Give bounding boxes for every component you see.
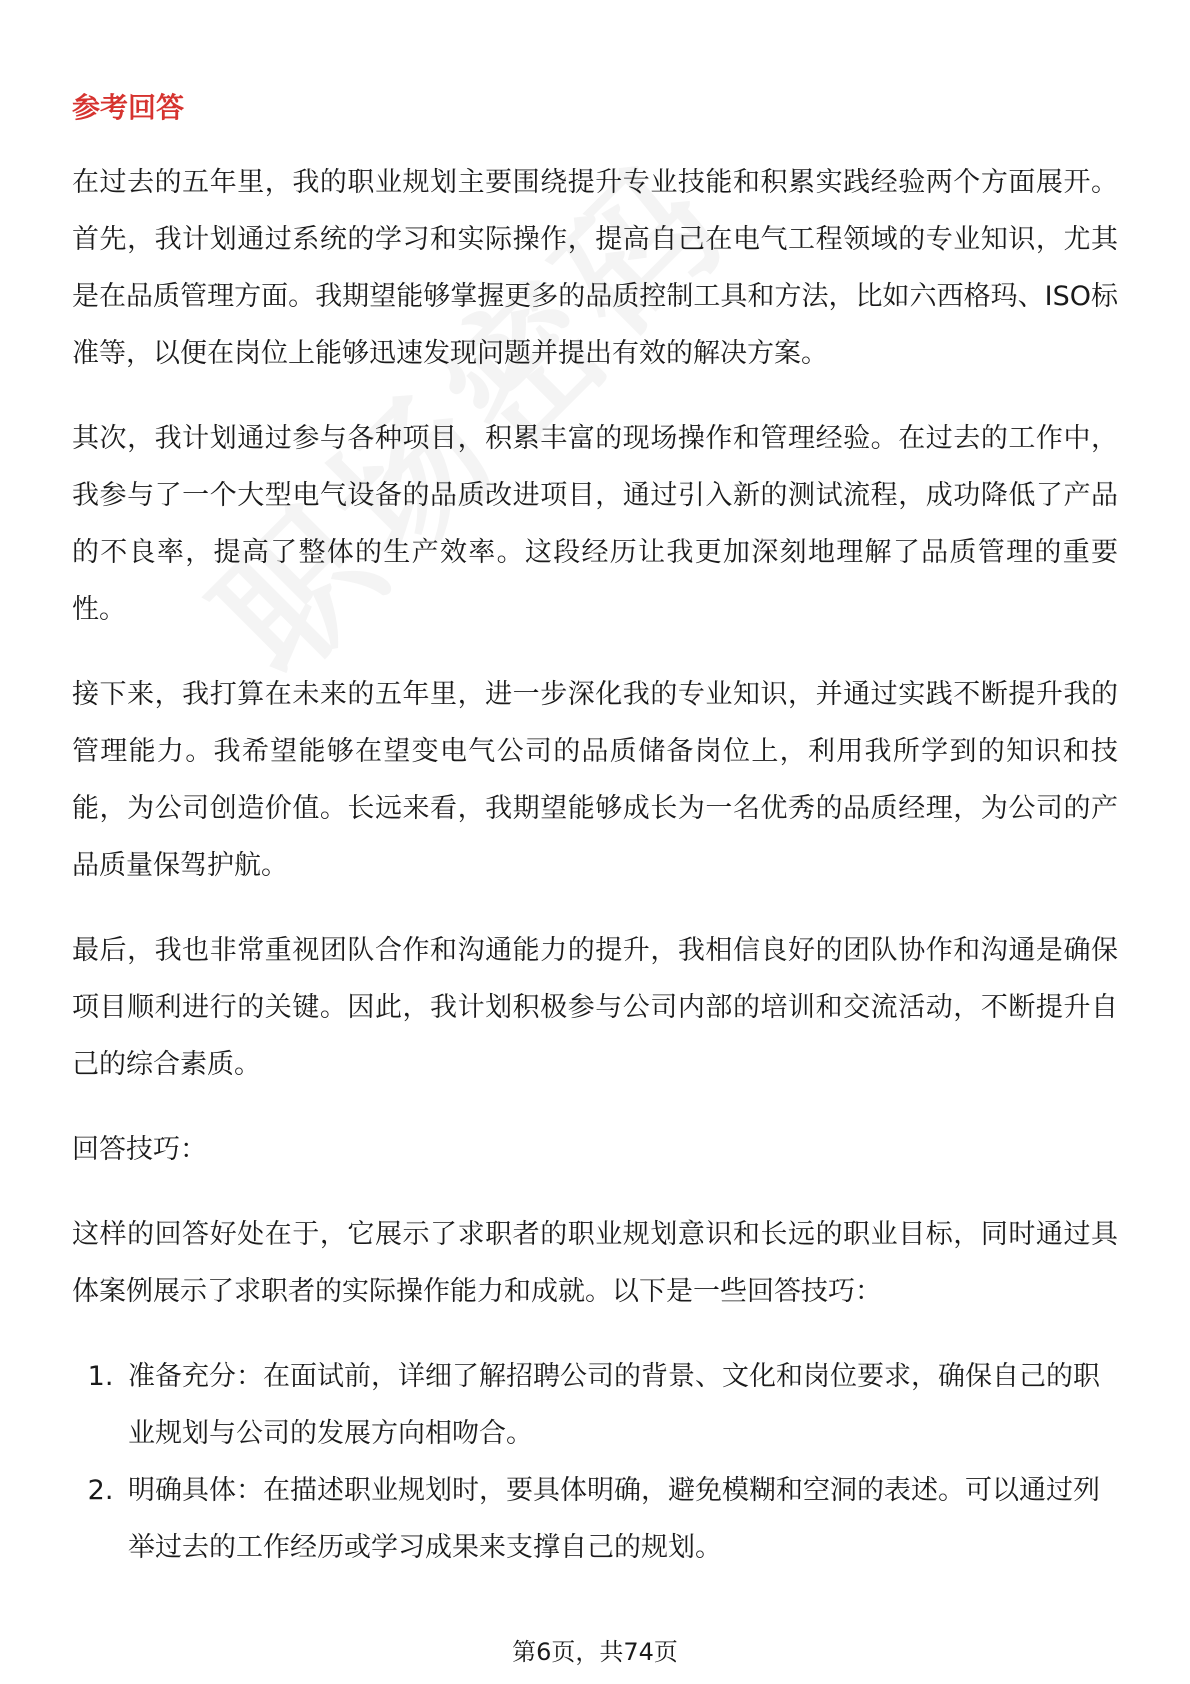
answer-paragraph-3: 接下来，我打算在未来的五年里，进一步深化我的专业知识，并通过实践不断提升我的管理能力。我希望能够在望变电气公司的品质储备岗位上，利用我所学到的知识和技能，为公司创造价值。长远来看，我期望能够成长为一名优秀的品质经理，为公司的产品质量保驾护航。 — [72, 679, 1118, 881]
answer-paragraph-2: 其次，我计划通过参与各种项目，积累丰富的现场操作和管理经验。在过去的工作中，我参与了一个大型电气设备的品质改进项目，通过引入新的测试流程，成功降低了产品的不良率，提高了整体的生产效率。这段经历让我更加深刻地理解了品质管理的重要性。 — [72, 423, 1118, 625]
tips-intro: 这样的回答好处在于，它展示了求职者的职业规划意识和长远的职业目标，同时通过具体案例展示了求职者的实际操作能力和成就。以下是一些回答技巧： — [72, 1219, 1118, 1307]
tip-item-1: 1. 准备充分：在面试前，详细了解招聘公司的背景、文化和岗位要求，确保自己的职业规划与公司的发展方向相吻合。 — [122, 1348, 1118, 1462]
section-title: 参考回答 — [72, 91, 185, 124]
answer-paragraph-4: 最后，我也非常重视团队合作和沟通能力的提升，我相信良好的团队协作和沟通是确保项目顺利进行的关键。因此，我计划积极参与公司内部的培训和交流活动，不断提升自己的综合素质。 — [72, 935, 1118, 1080]
page-content — [72, 82, 1118, 1576]
tip-item-2: 2. 明确具体：在描述职业规划时，要具体明确，避免模糊和空洞的表述。可以通过列举过去的工作经历或学习成果来支撑自己的规划。 — [122, 1462, 1118, 1576]
tips-label: 回答技巧： — [72, 1134, 207, 1165]
page-number: 第6页，共74页 — [512, 1638, 678, 1666]
answer-paragraph-1: 在过去的五年里，我的职业规划主要围绕提升专业技能和积累实践经验两个方面展开。首先，我计划通过系统的学习和实际操作，提高自己在电气工程领域的专业知识，尤其是在品质管理方面。我期望能够掌握更多的品质控制工具和方法，比如六西格玛、ISO标准等，以便在岗位上能够迅速发现问题并提出有效的解决方案。 — [72, 167, 1118, 369]
tips-list — [72, 1348, 1118, 1576]
